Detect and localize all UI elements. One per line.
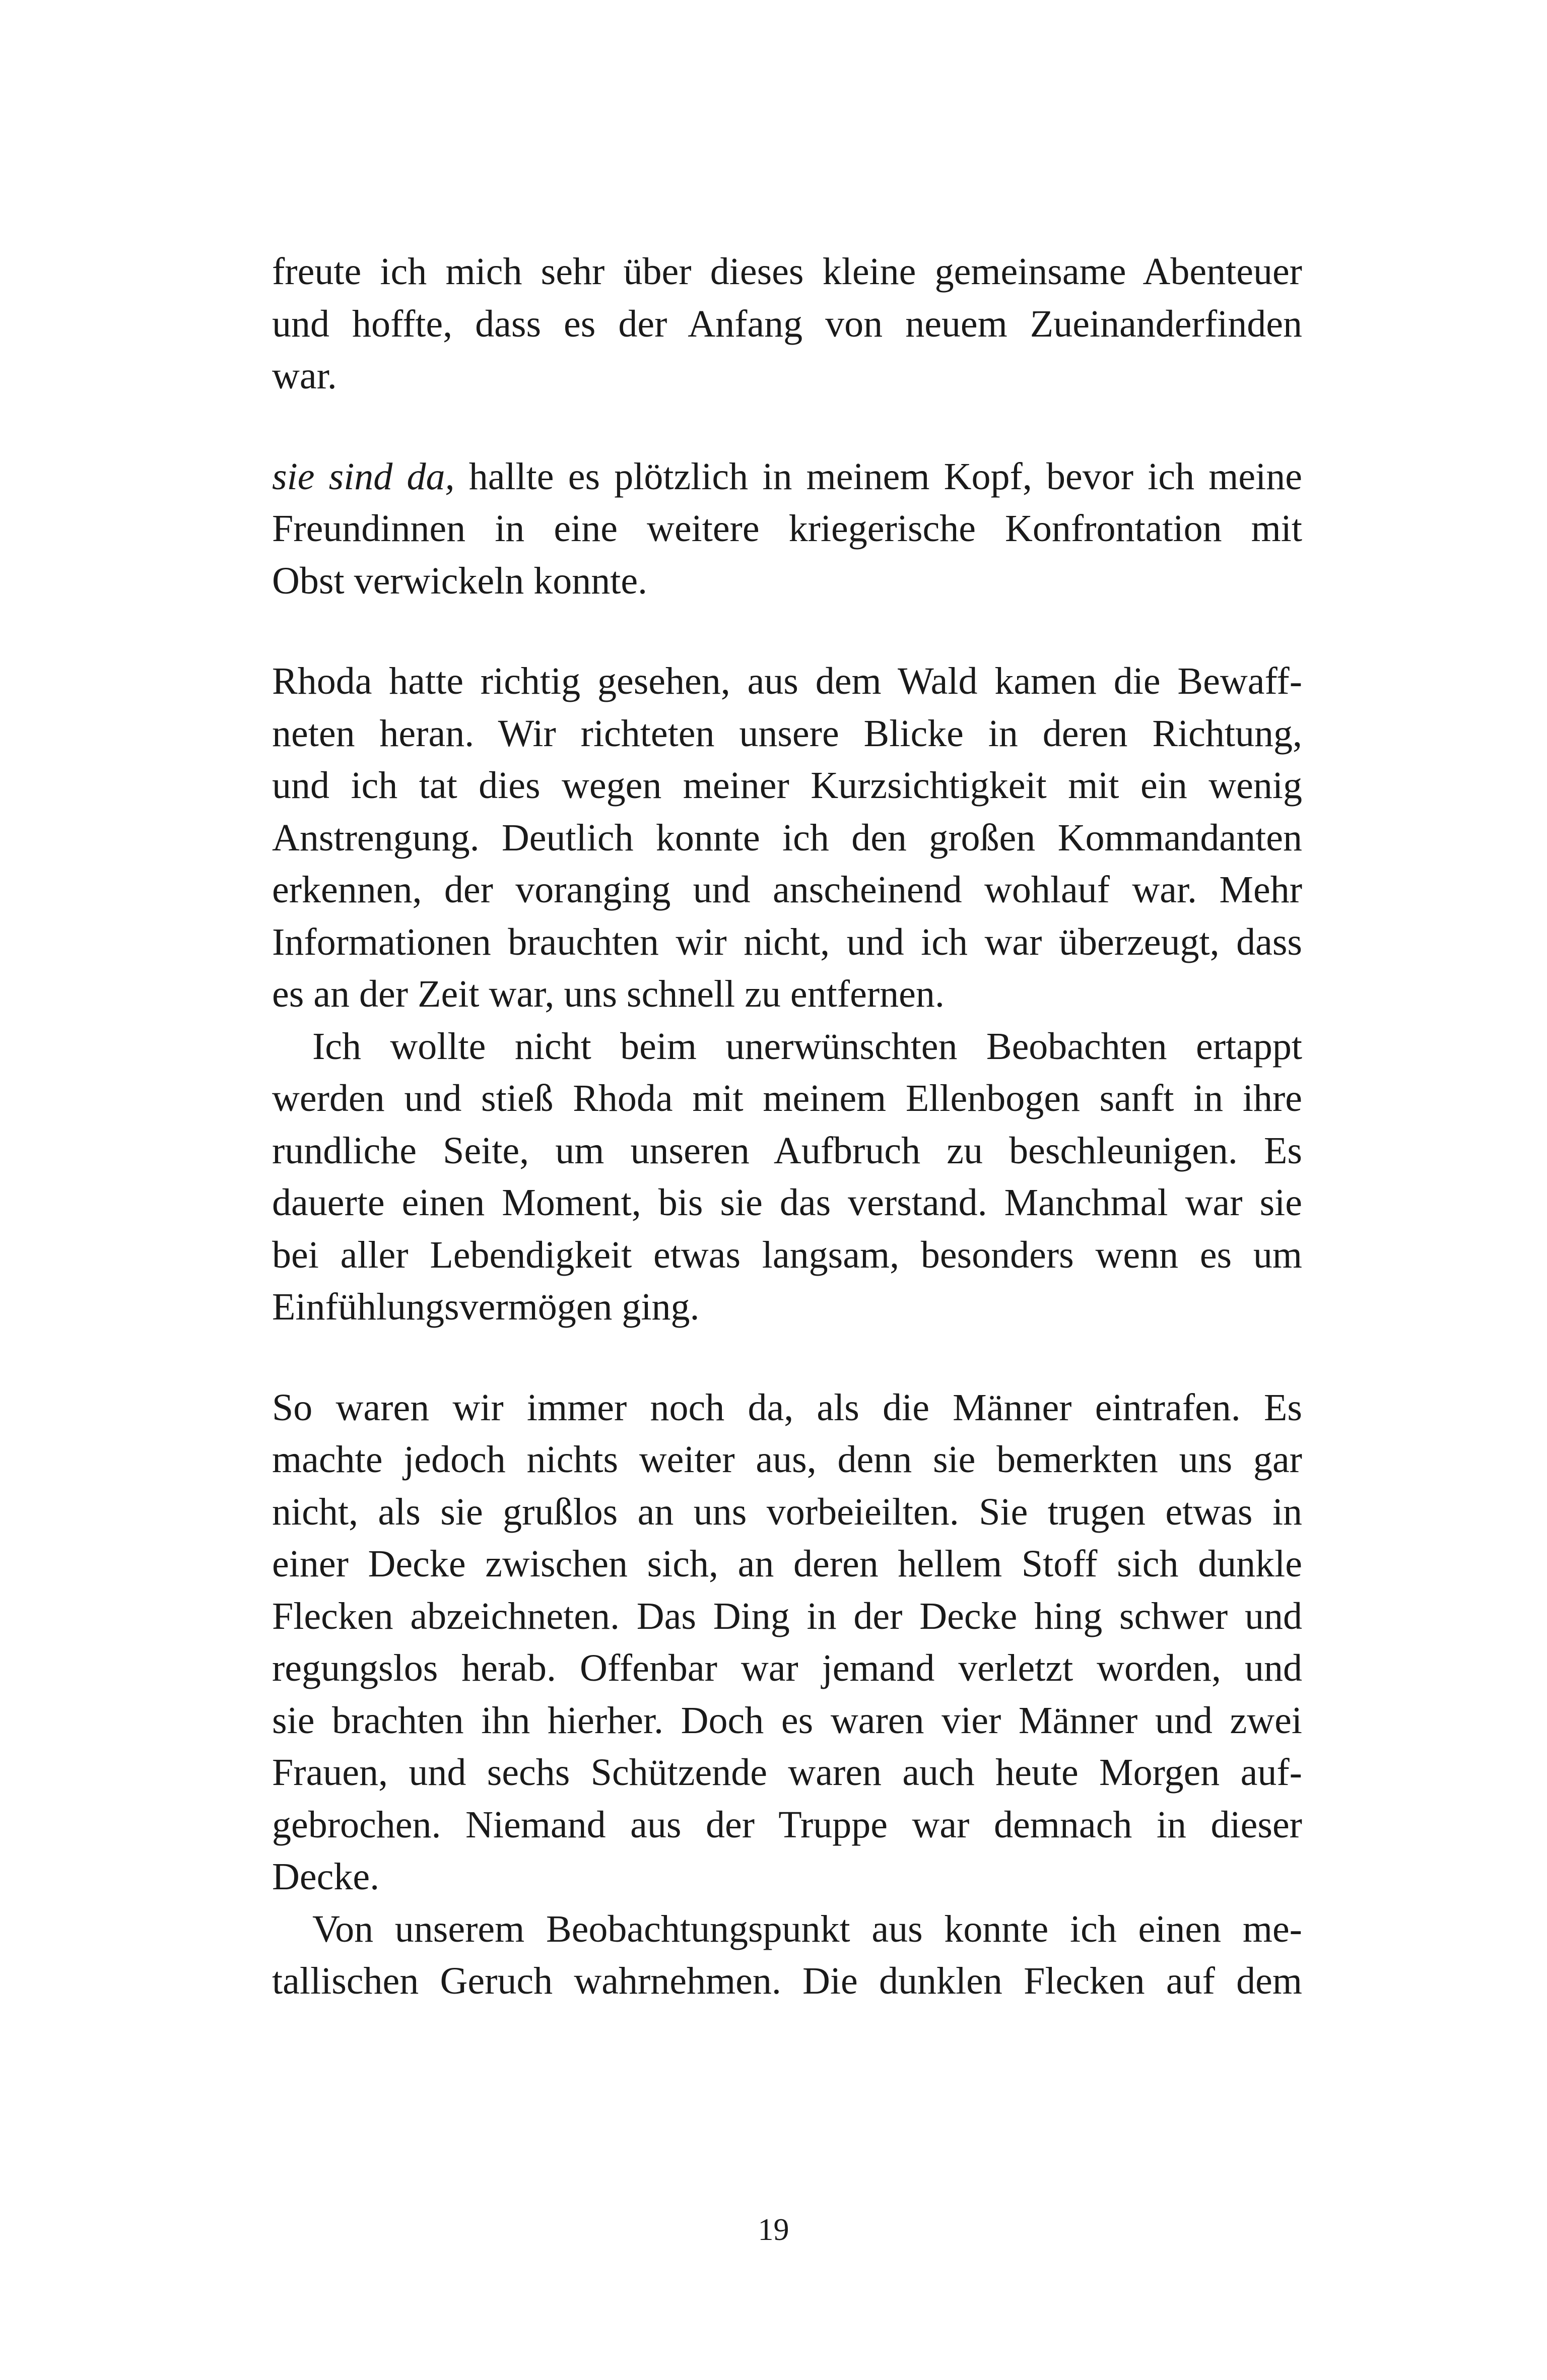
text-line: Frauen, und sechs Schützende waren auch heute Morgen auf- xyxy=(272,1751,1302,1794)
text-fragment: hallte es plötzlich in meinem Kopf, bevor ich meine xyxy=(454,455,1303,498)
body-text xyxy=(272,246,1302,2008)
text-line: sie brachten ihn hierher. Doch es waren vier Männer und zwei xyxy=(272,1699,1302,1742)
text-line: Informationen brauchten wir nicht, und ich war überzeugt, dass xyxy=(272,920,1302,963)
text-line: bei aller Lebendigkeit etwas langsam, besonders wenn es um xyxy=(272,1233,1302,1276)
text-line: Freundinnen in eine weitere kriegerische Konfrontation mit xyxy=(272,507,1302,550)
italic-thought: sie sind da, xyxy=(272,455,455,498)
text-line: machte jedoch nichts weiter aus, denn sie bemerkten uns gar xyxy=(272,1438,1302,1481)
text-line: neten heran. Wir richteten unsere Blicke in deren Richtung, xyxy=(272,712,1302,755)
section-gap xyxy=(272,607,1302,655)
text-line: Rhoda hatte richtig gesehen, aus dem Wald kamen die Bewaff- xyxy=(272,660,1302,702)
text-line: werden und stieß Rhoda mit meinem Ellenbogen sanft in ihre xyxy=(272,1077,1302,1119)
text-line: Flecken abzeichneten. Das Ding in der Decke hing schwer und xyxy=(272,1595,1302,1637)
text-line: erkennen, der voranging und anscheinend wohlauf war. Mehr xyxy=(272,869,1302,911)
text-line: es an der Zeit war, uns schnell zu entfernen. xyxy=(272,973,945,1015)
text-line: Decke. xyxy=(272,1856,380,1898)
text-line: gebrochen. Niemand aus der Truppe war demnach in dieser xyxy=(272,1803,1302,1846)
text-line: nicht, als sie grußlos an uns vorbeieilten. Sie trugen etwas in xyxy=(272,1490,1302,1533)
text-line: tallischen Geruch wahrnehmen. Die dunklen Flecken auf dem xyxy=(272,1960,1302,2002)
text-line: freute ich mich sehr über dieses kleine gemeinsame Abenteuer xyxy=(272,250,1302,293)
section-gap xyxy=(272,1334,1302,1382)
text-line: regungslos herab. Offenbar war jemand verletzt worden, und xyxy=(272,1647,1302,1689)
text-line: einer Decke zwischen sich, an deren hellem Stoff sich dunkle xyxy=(272,1543,1302,1585)
text-line: Ich wollte nicht beim unerwünschten Beobachten ertappt xyxy=(312,1025,1302,1068)
page-number: 19 xyxy=(758,2213,789,2247)
text-line: rundliche Seite, um unseren Aufbruch zu beschleunigen. Es xyxy=(272,1129,1302,1172)
text-line: und ich tat dies wegen meiner Kurzsichtigkeit mit ein wenig xyxy=(272,764,1302,807)
text-line: Anstrengung. Deutlich konnte ich den großen Kommandanten xyxy=(272,816,1302,859)
text-line: Von unserem Beobachtungspunkt aus konnte ich einen me- xyxy=(312,1907,1302,1950)
section-gap xyxy=(272,403,1302,451)
text-line: Obst verwickeln konnte. xyxy=(272,559,648,602)
text-line: dauerte einen Moment, bis sie das verstand. Manchmal war sie xyxy=(272,1181,1302,1224)
text-line xyxy=(272,451,1302,503)
text-line: und hoffte, dass es der Anfang von neuem Zueinanderfinden xyxy=(272,302,1302,345)
text-line: war. xyxy=(272,355,337,397)
text-line: Einfühlungsvermögen ging. xyxy=(272,1286,700,1328)
text-line: So waren wir immer noch da, als die Männer eintrafen. Es xyxy=(272,1386,1302,1429)
